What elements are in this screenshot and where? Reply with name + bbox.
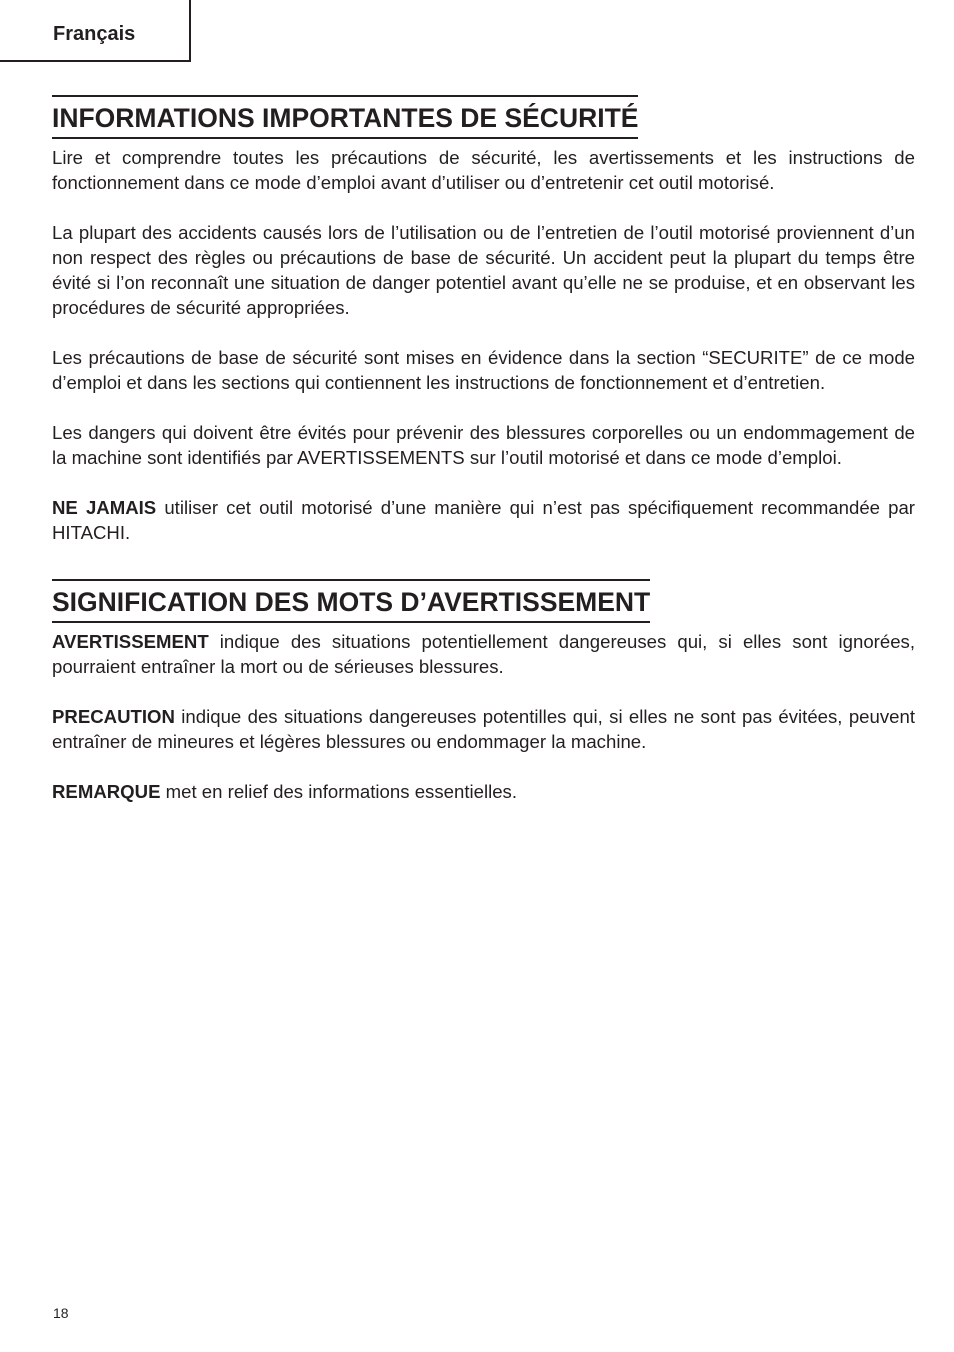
definition-term: PRECAUTION — [52, 706, 175, 727]
safety-paragraph-3: Les précautions de base de sécurité sont mises en évidence dans la section “SECURITE” de ce mode d’emploi et dans les sections qui contiennent les instructions de fonctionnement et d’entretien. — [52, 347, 915, 393]
safety-paragraph-2: La plupart des accidents causés lors de l’utilisation ou de l’entretien de l’outil motorisé proviennent d’un non respect des règles ou précautions de base de sécurité. Un accident peut la plupart du temps être évité si l’on reconnaît une situation de danger potentiel avant qu’elle ne se produise, et en observant les procédures de sécurité appropriées. — [52, 222, 915, 318]
never-use-emphasis: NE JAMAIS — [52, 497, 157, 518]
definition-term: AVERTISSEMENT — [52, 631, 209, 652]
language-label: Français — [53, 23, 136, 45]
safety-paragraph-4: Les dangers qui doivent être évités pour prévenir des blessures corporelles ou un endommagement de la machine sont identifiés par AVERTISSEMENTS sur l’outil motorisé et dans ce mode d’emploi. — [52, 422, 915, 468]
definition-remarque — [52, 779, 915, 804]
safety-paragraph-1: Lire et comprendre toutes les précautions de sécurité, les avertissements et les instructions de fonctionnement dans ce mode d’emploi avant d’utiliser ou d’entretenir cet outil motorisé. — [52, 147, 915, 193]
definition-text: met en relief des informations essentielles. — [160, 781, 518, 802]
safety-info-heading: INFORMATIONS IMPORTANTES DE SÉCURITÉ — [52, 95, 638, 139]
page-content — [52, 95, 915, 804]
language-tab — [0, 0, 191, 62]
definition-text: indique des situations potentiellement dangereuses qui, si elles sont ignorées, pourraient entraîner la mort ou de sérieuses blessures. — [52, 631, 915, 677]
definition-precaution — [52, 704, 915, 754]
warning-words-heading: SIGNIFICATION DES MOTS D’AVERTISSEMENT — [52, 579, 650, 623]
page-number: 18 — [53, 1305, 69, 1321]
definition-text: indique des situations dangereuses potentilles qui, si elles ne sont pas évitées, peuvent entraîner de mineures et légères blessures ou endommager la machine. — [52, 706, 915, 752]
definition-avertissement — [52, 629, 915, 679]
never-use-paragraph — [52, 495, 915, 545]
definition-term: REMARQUE — [52, 781, 161, 802]
never-use-text: utiliser cet outil motorisé d’une manière qui n’est pas spécifiquement recommandée par HITACHI. — [52, 497, 915, 543]
